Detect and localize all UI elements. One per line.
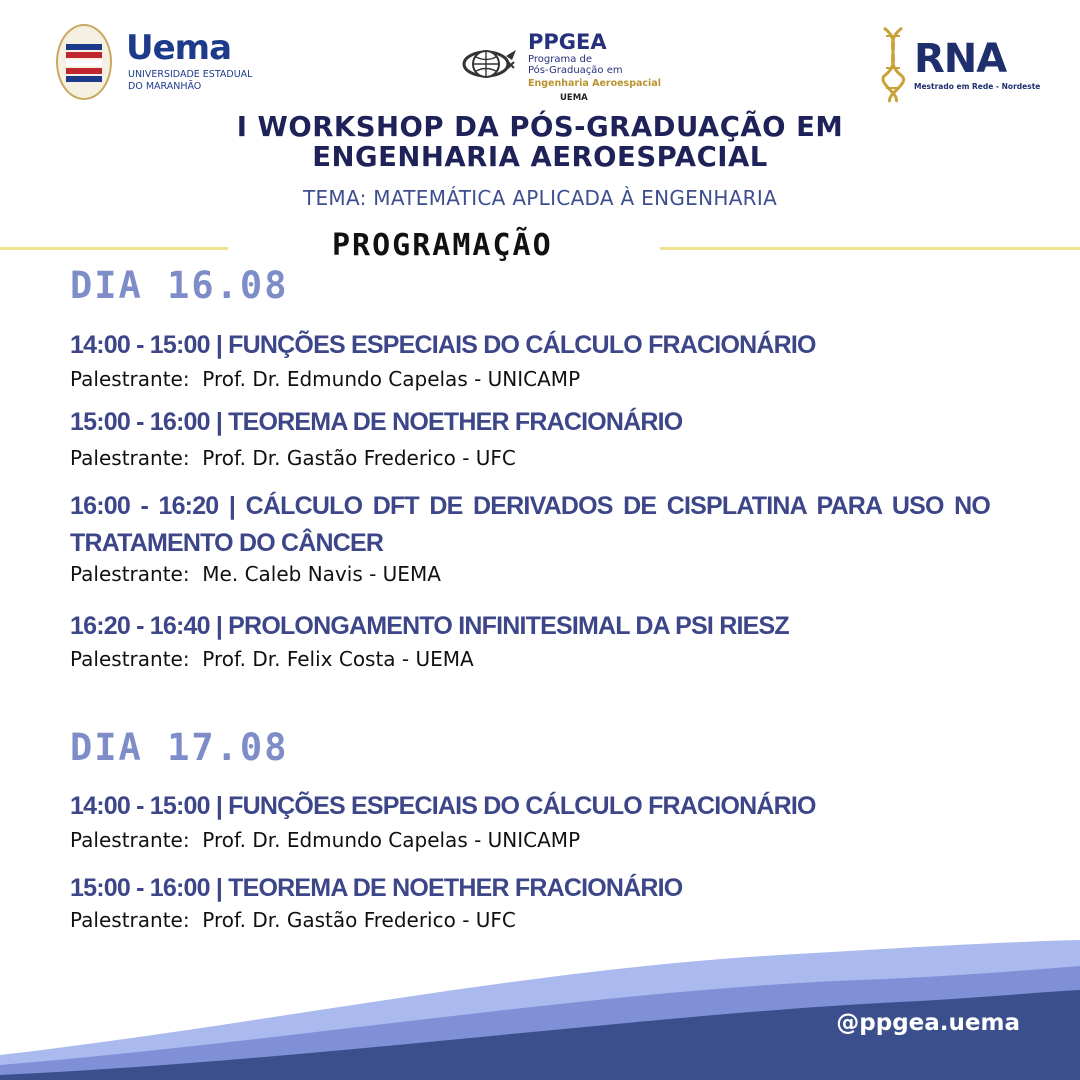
talk-speaker: Palestrante: Prof. Dr. Gastão Frederico - UFC	[70, 446, 516, 470]
uema-wordmark: Uema	[126, 28, 232, 68]
talk-speaker: Palestrante: Prof. Dr. Gastão Frederico - UFC	[70, 908, 516, 932]
day-label: DIA 16.08	[70, 264, 289, 307]
day-label: DIA 17.08	[70, 726, 289, 769]
rna-subtitle: Mestrado em Rede - Nordeste	[914, 82, 1041, 91]
rna-logo	[876, 24, 1041, 104]
section-heading: PROGRAMAÇÃO	[332, 228, 553, 263]
globe-rocket-icon	[462, 36, 526, 100]
talk-speaker: Palestrante: Prof. Dr. Edmundo Capelas - UNICAMP	[70, 828, 581, 852]
event-theme: TEMA: MATEMÁTICA APLICADA À ENGENHARIA	[302, 186, 778, 210]
ppgea-institution: UEMA	[560, 93, 588, 103]
uema-seal-icon	[56, 24, 112, 100]
talk-speaker: Palestrante: Me. Caleb Navis - UEMA	[70, 562, 441, 586]
dna-helix-icon	[876, 24, 912, 104]
ppgea-program-text: Programa de Pós-Graduação em	[528, 54, 623, 76]
talk-speaker: Palestrante: Prof. Dr. Felix Costa - UEMA	[70, 647, 474, 671]
ppgea-logo	[462, 30, 662, 110]
talk-speaker: Palestrante: Prof. Dr. Edmundo Capelas - UNICAMP	[70, 367, 581, 391]
ppgea-wordmark: PPGEA	[528, 30, 607, 54]
talk-title: 14:00 - 15:00 | FUNÇÕES ESPECIAIS DO CÁLCULO FRACIONÁRIO	[70, 331, 816, 359]
uema-logo	[56, 24, 256, 104]
uema-subtitle: UNIVERSIDADE ESTADUAL DO MARANHÃO	[128, 69, 253, 92]
rna-wordmark: RNA	[914, 36, 1007, 82]
talk-title: 15:00 - 16:00 | TEOREMA DE NOETHER FRACIONÁRIO	[70, 408, 683, 436]
talk-title: 14:00 - 15:00 | FUNÇÕES ESPECIAIS DO CÁLCULO FRACIONÁRIO	[70, 792, 816, 820]
ppgea-program-name: Engenharia Aeroespacial	[528, 78, 661, 89]
social-handle: @ppgea.uema	[836, 1010, 1020, 1036]
event-title: I WORKSHOP DA PÓS-GRADUAÇÃO EM ENGENHARIA AEROESPACIAL	[236, 111, 844, 173]
talk-title: 16:00 - 16:20 | CÁLCULO DFT DE DERIVADOS DE CISPLATINA PARA USO NO TRATAMENTO DO CÂNCER	[70, 492, 990, 557]
divider-right	[660, 247, 1080, 250]
divider-left	[0, 247, 228, 250]
talk-title: 15:00 - 16:00 | TEOREMA DE NOETHER FRACIONÁRIO	[70, 874, 683, 902]
footer-wave	[0, 930, 1080, 1080]
talk-title: 16:20 - 16:40 | PROLONGAMENTO INFINITESIMAL DA PSI RIESZ	[70, 612, 789, 640]
